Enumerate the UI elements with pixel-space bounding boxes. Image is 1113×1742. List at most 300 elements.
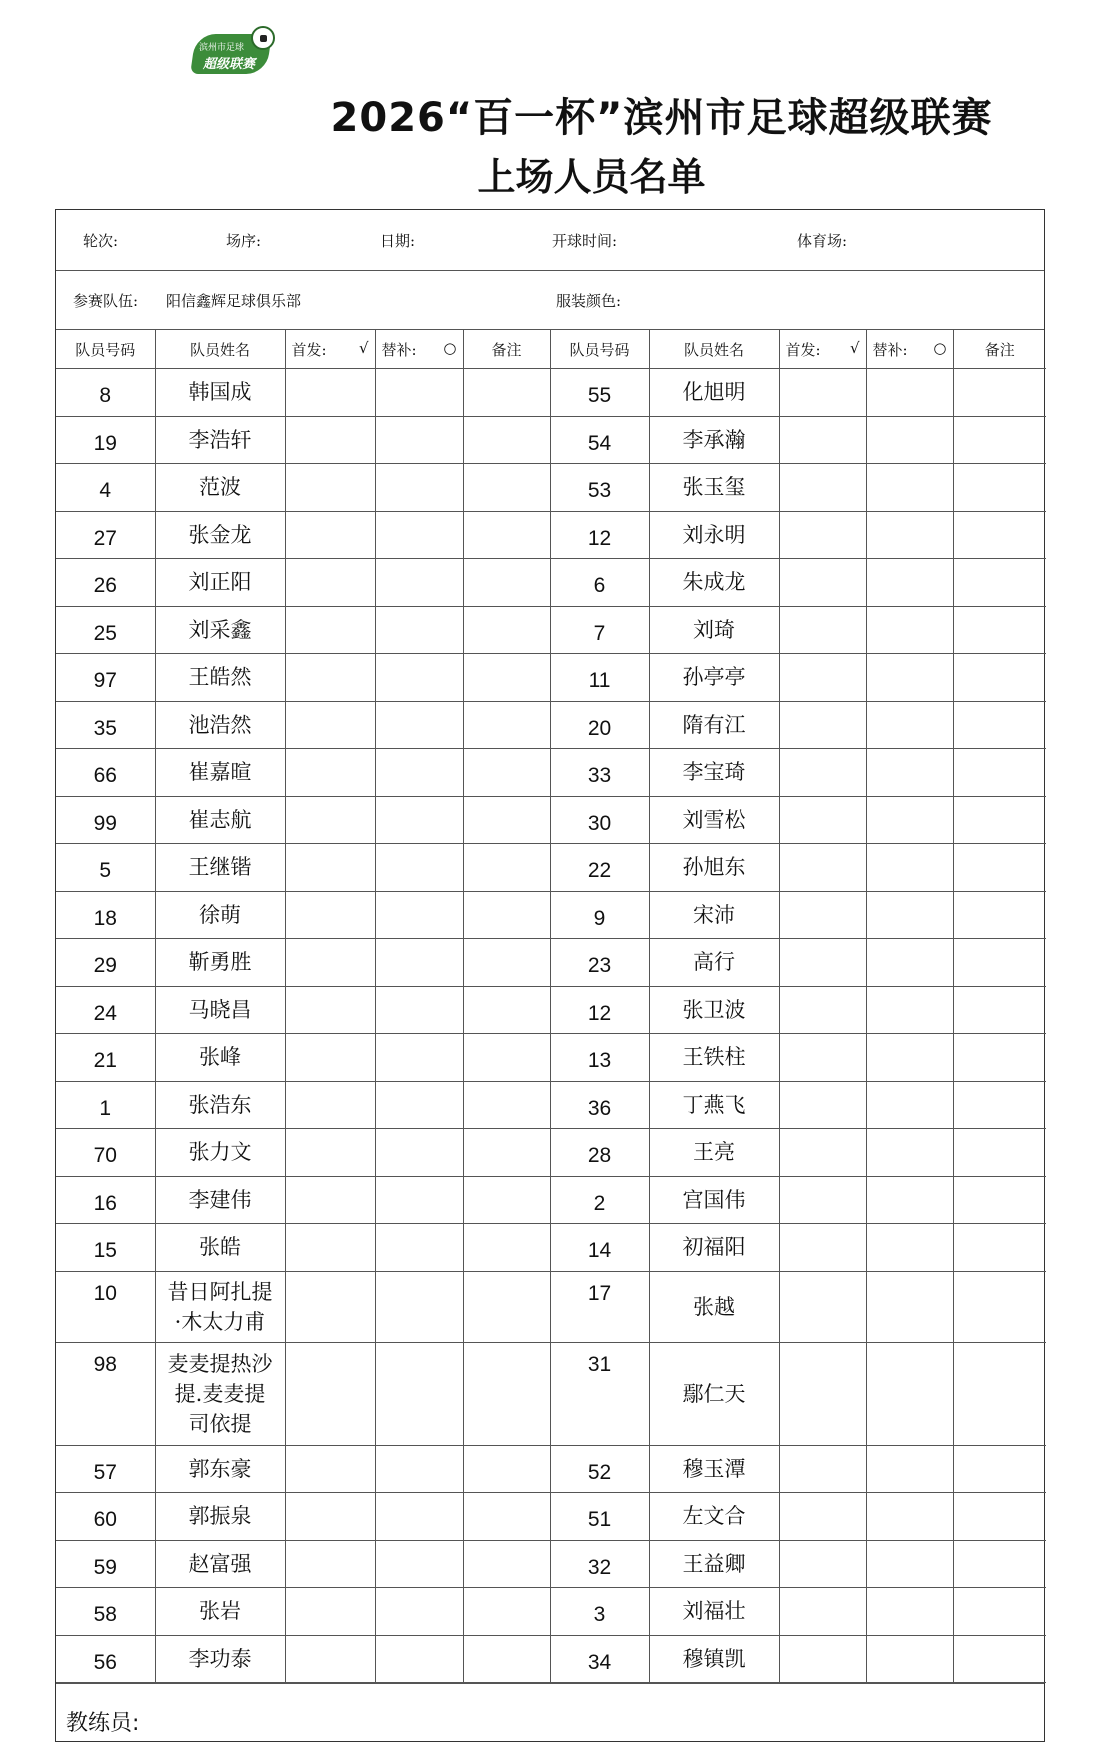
remarks-cell [463, 1635, 550, 1683]
player-name-line: 徐萌 [199, 902, 241, 927]
player-number-cell: 18 [56, 891, 155, 939]
starter-cell [779, 1635, 866, 1683]
remarks-cell [463, 986, 550, 1034]
player-name-cell [155, 1224, 285, 1272]
player-number-cell: 12 [550, 986, 649, 1034]
sub-cell [375, 1540, 463, 1588]
remarks-cell [953, 1081, 1046, 1129]
sub-cell [866, 1635, 953, 1683]
sub-cell [375, 844, 463, 892]
sub-cell [866, 369, 953, 417]
remarks-cell [953, 464, 1046, 512]
player-number-cell: 98 [56, 1342, 155, 1445]
player-name-line: 郭振泉 [188, 1504, 252, 1529]
starter-cell [779, 1176, 866, 1224]
player-number-cell: 10 [56, 1271, 155, 1342]
player-number-cell: 12 [550, 511, 649, 559]
player-name-cell [155, 416, 285, 464]
starter-cell [779, 1493, 866, 1541]
player-table [56, 330, 1046, 1683]
table-row [56, 701, 1046, 749]
player-number-cell: 17 [550, 1271, 649, 1342]
player-number-cell: 25 [56, 606, 155, 654]
remarks-cell [463, 369, 550, 417]
player-name-line: 司依提 [188, 1411, 252, 1436]
starter-cell [779, 796, 866, 844]
sub-cell [375, 1176, 463, 1224]
player-number-cell: 70 [56, 1129, 155, 1177]
starter-label: 首发: [785, 340, 821, 359]
starter-cell [285, 749, 375, 797]
player-number-cell: 16 [56, 1176, 155, 1224]
remarks-cell [463, 749, 550, 797]
player-number-cell: 35 [56, 701, 155, 749]
remarks-cell [953, 1540, 1046, 1588]
remarks-cell [953, 701, 1046, 749]
starter-cell [779, 559, 866, 607]
starter-cell [285, 701, 375, 749]
player-name-line: 张力文 [188, 1140, 252, 1165]
player-name-line: 张峰 [199, 1045, 241, 1070]
sub-cell [866, 654, 953, 702]
sub-cell [375, 559, 463, 607]
remarks-cell [463, 701, 550, 749]
sub-cell [375, 1129, 463, 1177]
table-row [56, 416, 1046, 464]
player-name-cell [155, 844, 285, 892]
player-name-cell: 孙旭东 [649, 844, 779, 892]
team-label: 参赛队伍: [73, 291, 139, 310]
player-name-cell: 宫国伟 [649, 1176, 779, 1224]
player-name-line: 提.麦麦提 [174, 1381, 266, 1406]
player-name-cell: 穆玉潭 [649, 1445, 779, 1493]
sub-cell [866, 1445, 953, 1493]
remarks-cell [463, 939, 550, 987]
sub-cell [866, 1342, 953, 1445]
starter-cell [285, 1635, 375, 1683]
player-number-cell: 30 [550, 796, 649, 844]
player-number-cell: 29 [56, 939, 155, 987]
player-name-line: 李功泰 [188, 1646, 252, 1671]
starter-cell [285, 1588, 375, 1636]
kit-color-label: 服装颜色: [556, 291, 622, 310]
sub-cell [866, 464, 953, 512]
player-number-cell: 97 [56, 654, 155, 702]
sub-cell [375, 606, 463, 654]
player-name-cell [155, 939, 285, 987]
starter-cell [285, 1271, 375, 1342]
player-number-cell: 55 [550, 369, 649, 417]
sub-cell [375, 464, 463, 512]
remarks-cell [463, 606, 550, 654]
player-number-cell: 33 [550, 749, 649, 797]
remarks-cell [463, 464, 550, 512]
player-number-cell: 4 [56, 464, 155, 512]
player-number-cell: 66 [56, 749, 155, 797]
player-number-cell: 5 [56, 844, 155, 892]
player-number-cell: 32 [550, 1540, 649, 1588]
table-row [56, 986, 1046, 1034]
player-name-line: 刘采鑫 [188, 617, 252, 642]
remarks-cell [463, 844, 550, 892]
remarks-cell [953, 511, 1046, 559]
player-name-cell [155, 701, 285, 749]
remarks-cell [463, 1540, 550, 1588]
stadium-label: 体育场: [797, 231, 848, 250]
player-number-cell: 27 [56, 511, 155, 559]
player-name-cell [155, 1445, 285, 1493]
sub-cell [375, 939, 463, 987]
sub-cell [375, 369, 463, 417]
player-number-cell: 13 [550, 1034, 649, 1082]
starter-cell [779, 986, 866, 1034]
remarks-cell [463, 891, 550, 939]
circle-icon: ○ [933, 338, 947, 357]
table-row [56, 1588, 1046, 1636]
coach-row [56, 1683, 1044, 1741]
sub-cell [375, 749, 463, 797]
table-header-row [56, 330, 1046, 369]
player-name-cell [155, 654, 285, 702]
player-name-line: 靳勇胜 [188, 950, 252, 975]
player-name-cell: 初福阳 [649, 1224, 779, 1272]
player-number-cell: 56 [56, 1635, 155, 1683]
remarks-cell [463, 416, 550, 464]
player-number-cell: 7 [550, 606, 649, 654]
sub-cell [375, 1224, 463, 1272]
table-row [56, 1635, 1046, 1683]
player-name-cell: 张玉玺 [649, 464, 779, 512]
starter-cell [285, 891, 375, 939]
player-number-cell: 28 [550, 1129, 649, 1177]
football-icon [251, 26, 275, 50]
starter-cell [285, 844, 375, 892]
starter-cell [779, 511, 866, 559]
player-name-cell: 王铁柱 [649, 1034, 779, 1082]
sub-cell [866, 1081, 953, 1129]
table-row [56, 749, 1046, 797]
table-row [56, 1176, 1046, 1224]
starter-cell [285, 796, 375, 844]
sub-cell [375, 986, 463, 1034]
sub-cell [375, 1635, 463, 1683]
sub-cell [375, 701, 463, 749]
remarks-cell [953, 1034, 1046, 1082]
remarks-cell [953, 606, 1046, 654]
remarks-cell [463, 1342, 550, 1445]
player-number-cell: 22 [550, 844, 649, 892]
player-name-line: ·木太力甫 [174, 1309, 266, 1334]
player-name-cell [155, 606, 285, 654]
table-row [56, 1445, 1046, 1493]
starter-cell [779, 369, 866, 417]
remarks-cell [953, 939, 1046, 987]
remarks-cell [463, 559, 550, 607]
player-name-cell [155, 1342, 285, 1445]
remarks-cell [463, 1445, 550, 1493]
player-number-cell: 51 [550, 1493, 649, 1541]
player-number-cell: 99 [56, 796, 155, 844]
player-name-line: 池浩然 [188, 712, 252, 737]
kickoff-label: 开球时间: [552, 231, 618, 250]
sub-cell [375, 511, 463, 559]
table-row [56, 369, 1046, 417]
team-name: 阳信鑫辉足球俱乐部 [166, 291, 302, 310]
player-name-cell [155, 511, 285, 559]
coach-label: 教练员: [66, 1711, 140, 1736]
table-row [56, 1224, 1046, 1272]
player-name-line: 赵富强 [188, 1551, 252, 1576]
starter-cell [779, 1271, 866, 1342]
check-icon: √ [358, 338, 369, 357]
sub-cell [375, 796, 463, 844]
remarks-cell [953, 369, 1046, 417]
starter-cell [285, 1445, 375, 1493]
player-name-cell: 隋有江 [649, 701, 779, 749]
sub-cell [866, 416, 953, 464]
sub-cell [866, 1129, 953, 1177]
player-name-cell: 化旭明 [649, 369, 779, 417]
player-number-cell: 2 [550, 1176, 649, 1224]
sub-cell [866, 939, 953, 987]
sub-cell [375, 891, 463, 939]
player-name-cell: 李宝琦 [649, 749, 779, 797]
player-name-cell [155, 1635, 285, 1683]
sub-cell [866, 844, 953, 892]
player-name-line: 郭东豪 [188, 1456, 252, 1481]
table-row [56, 1540, 1046, 1588]
starter-cell [285, 939, 375, 987]
player-name-cell: 王亮 [649, 1129, 779, 1177]
remarks-cell [463, 1588, 550, 1636]
sub-cell [866, 1176, 953, 1224]
starter-cell [779, 1081, 866, 1129]
player-name-cell [155, 369, 285, 417]
match-info-row [56, 210, 1044, 271]
remarks-cell [463, 1129, 550, 1177]
remarks-cell [953, 1342, 1046, 1445]
player-name-line: 张岩 [199, 1599, 241, 1624]
player-name-line: 崔嘉暄 [188, 760, 252, 785]
col-header-name: 队员姓名 [155, 330, 285, 369]
league-logo [193, 26, 275, 78]
sub-cell [866, 796, 953, 844]
starter-cell [285, 1224, 375, 1272]
player-number-cell: 52 [550, 1445, 649, 1493]
player-number-cell: 15 [56, 1224, 155, 1272]
remarks-cell [953, 986, 1046, 1034]
table-row [56, 939, 1046, 987]
col-header-starter [285, 330, 375, 369]
player-name-cell [155, 1129, 285, 1177]
starter-cell [779, 1224, 866, 1272]
player-name-cell [155, 986, 285, 1034]
remarks-cell [953, 749, 1046, 797]
starter-cell [779, 606, 866, 654]
sub-cell [866, 559, 953, 607]
table-row [56, 511, 1046, 559]
sub-cell [866, 1493, 953, 1541]
starter-cell [285, 1176, 375, 1224]
sub-label: 替补: [381, 340, 417, 359]
player-name-cell: 宋沛 [649, 891, 779, 939]
remarks-cell [953, 1445, 1046, 1493]
remarks-cell [953, 844, 1046, 892]
remarks-cell [953, 1224, 1046, 1272]
starter-cell [779, 1588, 866, 1636]
player-number-cell: 23 [550, 939, 649, 987]
player-name-cell [155, 559, 285, 607]
player-number-cell: 11 [550, 654, 649, 702]
player-name-line: 马晓昌 [188, 997, 252, 1022]
starter-cell [779, 701, 866, 749]
player-number-cell: 60 [56, 1493, 155, 1541]
date-label: 日期: [380, 231, 416, 250]
starter-cell [779, 654, 866, 702]
sub-cell [866, 1588, 953, 1636]
remarks-cell [953, 1129, 1046, 1177]
remarks-cell [953, 1176, 1046, 1224]
player-number-cell: 19 [56, 416, 155, 464]
sub-cell [866, 606, 953, 654]
starter-cell [779, 1129, 866, 1177]
starter-cell [779, 1445, 866, 1493]
sub-cell [866, 986, 953, 1034]
check-icon: √ [849, 338, 860, 357]
table-row [56, 559, 1046, 607]
remarks-cell [953, 1635, 1046, 1683]
sub-label: 替补: [872, 340, 908, 359]
remarks-cell [463, 1493, 550, 1541]
player-name-cell [155, 796, 285, 844]
sub-cell [866, 749, 953, 797]
col-header-starter [779, 330, 866, 369]
player-name-line: 麦麦提热沙 [167, 1351, 273, 1376]
col-header-sub [866, 330, 953, 369]
remarks-cell [463, 1081, 550, 1129]
sub-cell [375, 1271, 463, 1342]
sub-cell [866, 1034, 953, 1082]
player-number-cell: 53 [550, 464, 649, 512]
remarks-cell [953, 559, 1046, 607]
remarks-cell [463, 1176, 550, 1224]
player-name-line: 王继锴 [188, 855, 252, 880]
player-name-cell: 孙亭亭 [649, 654, 779, 702]
player-name-line: 范波 [199, 475, 241, 500]
player-name-cell: 高行 [649, 939, 779, 987]
player-number-cell: 54 [550, 416, 649, 464]
player-name-cell: 王益卿 [649, 1540, 779, 1588]
document-subtitle: 上场人员名单 [477, 155, 706, 199]
player-number-cell: 20 [550, 701, 649, 749]
player-number-cell: 1 [56, 1081, 155, 1129]
player-number-cell: 58 [56, 1588, 155, 1636]
table-row [56, 1081, 1046, 1129]
remarks-cell [463, 654, 550, 702]
remarks-cell [463, 1034, 550, 1082]
player-number-cell: 36 [550, 1081, 649, 1129]
player-name-cell: 李承瀚 [649, 416, 779, 464]
starter-cell [779, 749, 866, 797]
remarks-cell [953, 416, 1046, 464]
player-name-cell: 穆镇凯 [649, 1635, 779, 1683]
table-row [56, 1342, 1046, 1445]
starter-cell [285, 1493, 375, 1541]
player-name-cell [155, 1271, 285, 1342]
remarks-cell [463, 1224, 550, 1272]
remarks-cell [953, 1493, 1046, 1541]
player-number-cell: 59 [56, 1540, 155, 1588]
player-number-cell: 24 [56, 986, 155, 1034]
player-number-cell: 8 [56, 369, 155, 417]
player-name-cell [155, 1588, 285, 1636]
player-name-cell [155, 749, 285, 797]
remarks-cell [463, 796, 550, 844]
starter-cell [779, 1540, 866, 1588]
sub-cell [866, 701, 953, 749]
player-name-cell [155, 1540, 285, 1588]
starter-cell [285, 1342, 375, 1445]
table-row [56, 464, 1046, 512]
col-header-remarks: 备注 [953, 330, 1046, 369]
remarks-cell [953, 891, 1046, 939]
starter-cell [779, 416, 866, 464]
player-name-cell: 刘永明 [649, 511, 779, 559]
table-row [56, 654, 1046, 702]
document-title: 2026“百一杯”滨州市足球超级联赛 [330, 95, 993, 141]
player-name-line: 王皓然 [188, 665, 252, 690]
player-name-line: 张皓 [199, 1235, 241, 1260]
col-header-name: 队员姓名 [649, 330, 779, 369]
sub-cell [375, 1034, 463, 1082]
player-number-cell: 21 [56, 1034, 155, 1082]
player-name-line: 刘正阳 [188, 570, 252, 595]
player-name-cell: 鄢仁天 [649, 1342, 779, 1445]
player-name-line: 崔志航 [188, 807, 252, 832]
player-number-cell: 31 [550, 1342, 649, 1445]
sub-cell [866, 511, 953, 559]
sub-cell [375, 1493, 463, 1541]
sub-cell [866, 1271, 953, 1342]
col-header-number: 队员号码 [56, 330, 155, 369]
logo-text-city: 滨州市足球 [199, 43, 245, 53]
player-name-cell [155, 1081, 285, 1129]
player-number-cell: 9 [550, 891, 649, 939]
starter-cell [285, 1034, 375, 1082]
player-number-cell: 14 [550, 1224, 649, 1272]
starter-cell [779, 1342, 866, 1445]
remarks-cell [953, 1588, 1046, 1636]
remarks-cell [463, 1271, 550, 1342]
round-label: 轮次: [83, 231, 119, 250]
starter-cell [285, 511, 375, 559]
player-name-cell: 张越 [649, 1271, 779, 1342]
roster-sheet [55, 209, 1045, 1742]
starter-cell [285, 1540, 375, 1588]
sub-cell [375, 1342, 463, 1445]
starter-cell [285, 986, 375, 1034]
sub-cell [375, 1588, 463, 1636]
starter-cell [779, 891, 866, 939]
sub-cell [375, 1445, 463, 1493]
logo-text-league: 超级联赛 [203, 57, 256, 72]
remarks-cell [953, 654, 1046, 702]
remarks-cell [463, 511, 550, 559]
player-name-cell: 刘雪松 [649, 796, 779, 844]
sub-cell [375, 416, 463, 464]
starter-label: 首发: [291, 340, 327, 359]
starter-cell [285, 1129, 375, 1177]
